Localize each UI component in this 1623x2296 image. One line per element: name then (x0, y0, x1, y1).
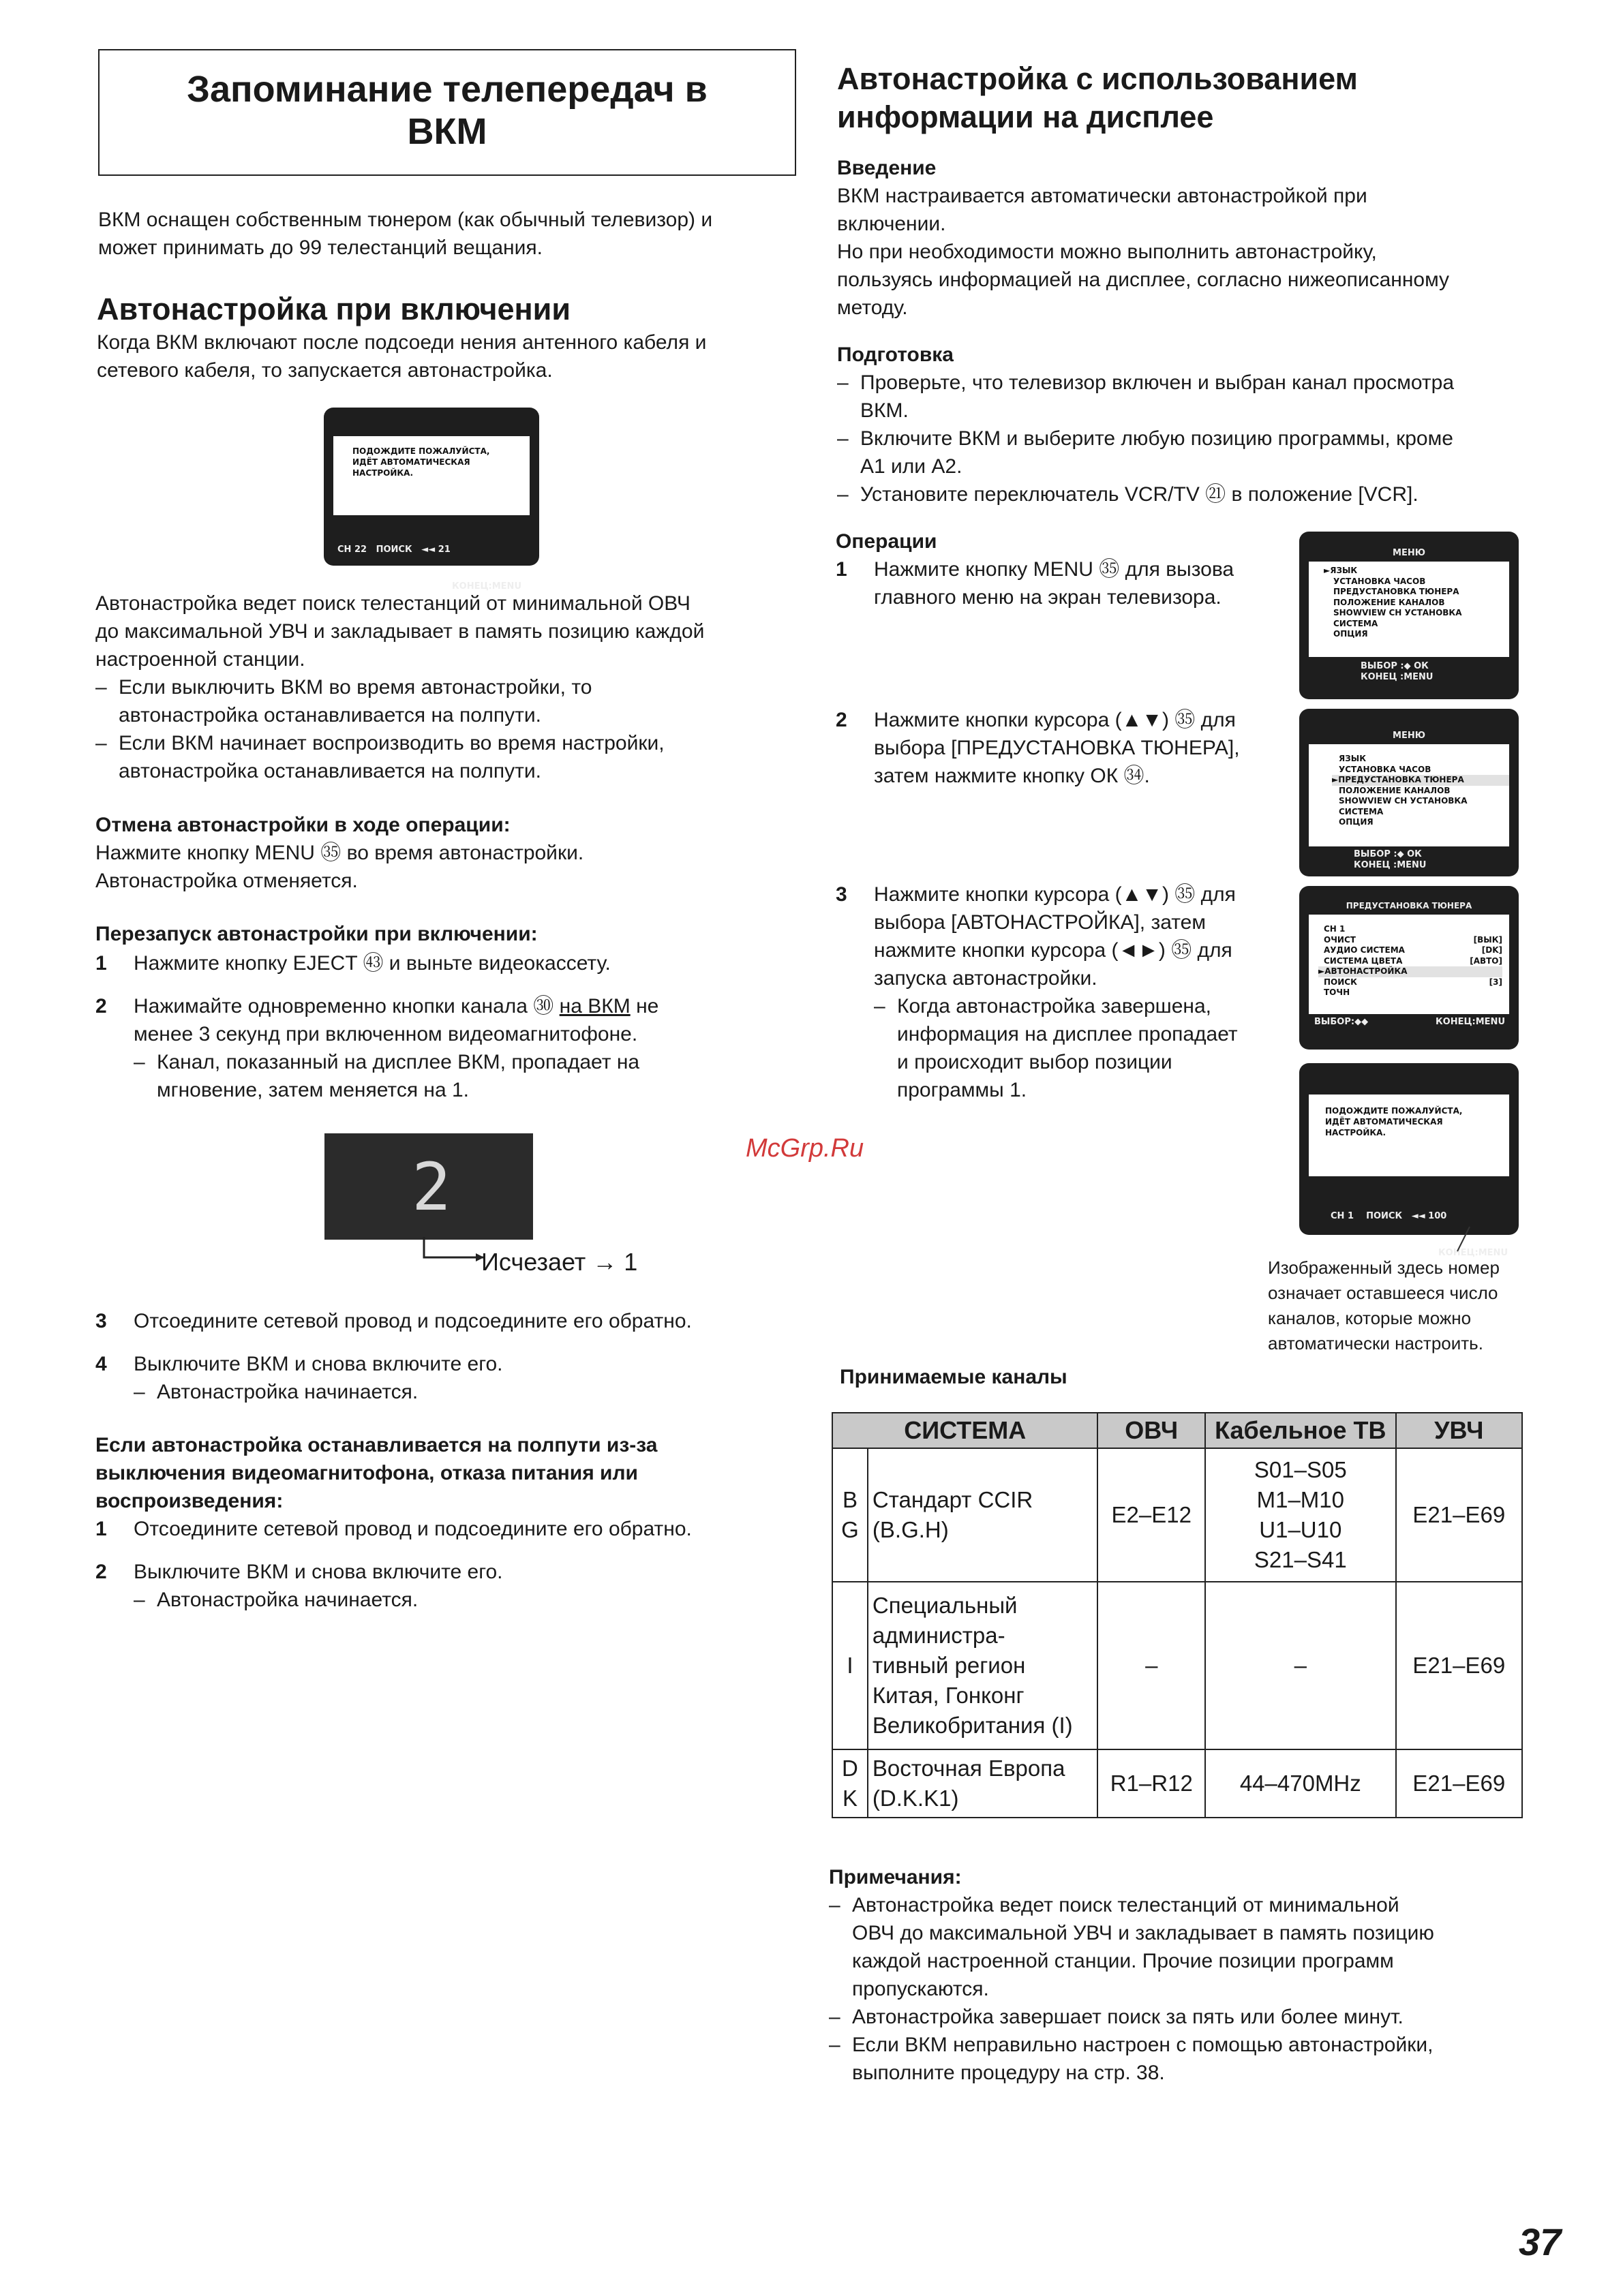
menu-footer-text: ВЫБОР :◆ ОК (1354, 849, 1422, 859)
text-line: Автонастройка завершает поиск за пять или более минут. (852, 2006, 1404, 2028)
callout-line (1452, 1227, 1479, 1254)
bullet-item: – Автонастройка завершает поиск за пять или более минут. (829, 2003, 1538, 2031)
menu-item: УСТАНОВКА ЧАСОВ (1339, 764, 1431, 774)
cable-range (1205, 1448, 1396, 1582)
menu-footer-text: ВЫБОР :◆ ОК (1361, 661, 1429, 671)
cell-text: B (842, 1487, 858, 1512)
screen-status-text: CH 22 ПОИСК ◄◄ 21 (337, 545, 451, 555)
prep-heading: Подготовка (837, 343, 954, 366)
cell-text: D (842, 1756, 858, 1781)
text-line: Установите переключатель VCR/TV ㉑ в положение [VCR]. (860, 483, 1419, 506)
screen-end-text: КОНЕЦ:MENU (1438, 1248, 1508, 1258)
text-span: Нажимайте одновременно кнопки канала ㉚ (134, 995, 554, 1017)
cell-text: Специальный (872, 1593, 1018, 1618)
tv-screen-autotune (324, 408, 539, 592)
uhf-range: E21–E69 (1396, 1582, 1522, 1749)
text-line: Нажмите кнопку MENU ㉟ для вызова (874, 558, 1234, 581)
bullet-item: – Если ВКМ неправильно настроен с помощью автонастройки, выполните процедуру на стр. 38. (829, 2031, 1538, 2087)
screen-message-window (333, 436, 530, 515)
text-line: методу. (837, 296, 908, 319)
text-line: до максимальной УВЧ и закладывает в память позицию каждой (95, 620, 705, 643)
cell-text: (B.G.H) (872, 1517, 949, 1542)
screen-text: ИДЁТ АВТОМАТИЧЕСКАЯ (1325, 1117, 1443, 1127)
cancel-section (95, 811, 818, 895)
uhf-range: E21–E69 (1396, 1448, 1522, 1582)
text-line: Нажмите кнопки курсора (▲▼) ㉟ для (874, 883, 1236, 906)
screen-text: НАСТРОЙКА. (352, 468, 414, 478)
menu-item: SHOWVIEW CH УСТАНОВКА (1339, 796, 1468, 806)
uhf-range: E21–E69 (1396, 1749, 1522, 1818)
text-line: Канал, показанный на дисплее ВКМ, пропадает на (157, 1051, 640, 1073)
menu-title-bar: ПРЕДУСТАНОВКА ТЮНЕРА (1346, 901, 1472, 910)
screen-message-window (1309, 1095, 1509, 1176)
text-line: каналов, которые можно (1268, 1308, 1472, 1328)
text-line: ВКМ. (860, 399, 909, 422)
underlined-text: на ВКМ (559, 995, 631, 1017)
cable-range: – (1205, 1582, 1396, 1749)
menu-item: СИСТЕМА ЦВЕТА (1324, 955, 1403, 966)
menu-window (1309, 562, 1509, 657)
title-box (98, 49, 796, 176)
text-line: Включите ВКМ и выберите любую позицию программы, кроме (860, 427, 1453, 450)
menu-title-bar: МЕНЮ (1393, 548, 1425, 558)
text-line: Проверьте, что телевизор включен и выбран канал просмотра (860, 371, 1455, 394)
ops-heading: Операции (836, 530, 937, 553)
intro-heading: Введение (837, 157, 937, 179)
system-name (868, 1582, 1098, 1749)
menu-item: ПОЛОЖЕНИЕ КАНАЛОВ (1339, 785, 1451, 795)
list-item (95, 1307, 818, 1335)
menu-item: ►ПРЕДУСТАНОВКА ТЮНЕРА (1332, 775, 1509, 786)
bullet-item: – Автонастройка ведет поиск телестанций от минимальной ОВЧ до максимальной УВЧ и закладывает в память позицию каждой настроенной станции. Прочие позиции программ пропускаются. (829, 1891, 1538, 2003)
menu-row (1324, 977, 1502, 988)
text-line: каждой настроенной станции. Прочие позиции программ (852, 1950, 1394, 1972)
halt-section (95, 1431, 825, 1614)
menu-footer-text: ВЫБОР:◆◆ (1314, 1017, 1369, 1027)
text-line: Отсоедините сетевой провод и подсоедините его обратно. (134, 1310, 692, 1332)
step-number: 2 (836, 709, 847, 731)
menu-item: ТОЧН (1324, 988, 1350, 997)
cell-text: администра- (872, 1623, 1005, 1648)
text-line: включении. (837, 213, 946, 235)
text-line: автонастройка останавливается на полпути. (119, 760, 541, 782)
menu-item: ОПЦИЯ (1339, 817, 1374, 827)
disappears-label: Исчезает → 1 (481, 1248, 638, 1276)
screen-text: ПОДОЖДИТЕ ПОЖАЛУЙСТА, (352, 446, 490, 456)
menu-item: SHOWVIEW CH УСТАНОВКА (1333, 608, 1462, 617)
screen-caption (1268, 1255, 1554, 1356)
cell-text: K (842, 1786, 858, 1811)
text-line: главного меню на экран телевизора. (874, 586, 1222, 609)
halt-heading: Если автонастройка останавливается на полпути из-за (95, 1434, 658, 1456)
list-item (836, 881, 1299, 1104)
right-title (837, 60, 1358, 136)
menu-item: CH 1 (1324, 924, 1346, 934)
restart-section (95, 920, 818, 1104)
bullet-item: – Автонастройка начинается. (134, 1586, 825, 1614)
menu-row (1324, 924, 1502, 935)
restart-heading: Перезапуск автонастройки при включении: (95, 923, 538, 945)
bullet-item: – Когда автонастройка завершена, информация на дисплее пропадает и происходит выбор позиции программы 1. (874, 992, 1299, 1104)
text-line: ОВЧ до максимальной УВЧ и закладывает в память позицию (852, 1922, 1434, 1944)
power-on-heading: Автонастройка при включении (97, 292, 571, 326)
watermark-text: McGrp.Ru (746, 1134, 864, 1163)
text-line: Автонастройка начинается. (157, 1381, 419, 1403)
bullet-item: – Если ВКМ начинает воспроизводить во время настройки, автонастройка останавливается на полпути. (95, 729, 818, 785)
text-line: выбора [ПРЕДУСТАНОВКА ТЮНЕРА], (874, 737, 1240, 759)
system-code (832, 1448, 868, 1582)
step-number: 1 (836, 558, 847, 581)
menu-title-bar: МЕНЮ (1393, 731, 1425, 741)
menu-item: ПОИСК (1324, 977, 1357, 987)
text-line: А1 или А2. (860, 455, 962, 478)
text-line: Выключите ВКМ и снова включите его. (134, 1561, 503, 1583)
menu-item: ОПЦИЯ (1333, 629, 1368, 639)
menu-footer (1314, 1017, 1505, 1028)
steps-continued (95, 1307, 818, 1406)
text-line: затем нажмите кнопку ОК ㉞. (874, 765, 1150, 787)
intro-section (837, 154, 1539, 322)
menu-window (1309, 744, 1509, 846)
text-line: автонастройка останавливается на полпути. (119, 704, 541, 726)
list-item (836, 555, 1299, 611)
text-line (134, 992, 818, 1020)
text-line: менее 3 секунд при включенном видеомагнитофоне. (134, 1023, 638, 1045)
notes-heading: Примечания: (829, 1866, 962, 1888)
text-line: Автонастройка ведет поиск телестанций от минимальной ОВЧ (95, 592, 691, 615)
halt-heading: воспроизведения: (95, 1490, 284, 1512)
step-number: 3 (836, 883, 847, 906)
menu-item: СИСТЕМА (1339, 806, 1384, 816)
intro-paragraph (98, 206, 807, 262)
text-line: информация на дисплее пропадает (897, 1023, 1238, 1045)
screen-text: НАСТРОЙКА. (1325, 1128, 1386, 1137)
cell-text: (D.K.K1) (872, 1786, 959, 1811)
step-number: 3 (95, 1310, 107, 1332)
list-item (95, 949, 818, 977)
step-number: 4 (95, 1353, 107, 1375)
text-line: Выключите ВКМ и снова включите его. (134, 1353, 503, 1375)
right-title-line: Автонастройка с использованием (837, 61, 1358, 96)
header-vhf: ОВЧ (1097, 1413, 1205, 1448)
bullet-item: – Канал, показанный на дисплее ВКМ, пропадает на мгновение, затем меняется на 1. (134, 1048, 818, 1104)
menu-item: АУДИО СИСТЕМА (1324, 945, 1405, 955)
step-number: 2 (95, 1561, 107, 1583)
channels-heading: Принимаемые каналы (840, 1366, 1067, 1388)
text-line: Но при необходимости можно выполнить автонастройку, (837, 241, 1377, 263)
text-line: запуска автонастройки. (874, 967, 1097, 990)
bullet-item: – Проверьте, что телевизор включен и выбран канал просмотра ВКМ. (837, 369, 1546, 425)
text-line: пользуясь информацией на дисплее, согласно нижеописанному (837, 269, 1450, 291)
menu-item: СИСТЕМА (1333, 618, 1378, 628)
prep-section (837, 341, 1546, 508)
arrow-line (416, 1237, 491, 1264)
list-item (95, 1558, 825, 1614)
system-name (868, 1448, 1098, 1582)
tv-screen-autotune-menu (1299, 886, 1519, 1050)
cell-text: Китая, Гонконг (872, 1683, 1025, 1708)
text-line: настроенной станции. (95, 648, 305, 671)
screen-text: ИДЁТ АВТОМАТИЧЕСКАЯ (352, 457, 470, 467)
power-on-paragraph (97, 328, 813, 384)
text-line: Автонастройка начинается. (157, 1589, 419, 1611)
cell-text: M1–M10 (1256, 1487, 1344, 1512)
halt-heading: выключения видеомагнитофона, отказа питания или (95, 1462, 638, 1484)
search-paragraph (95, 590, 818, 785)
text-line: нажмите кнопки курсора (◄►) ㉟ для (874, 939, 1232, 962)
menu-item: ►АВТОНАСТРОЙКА (1318, 966, 1408, 976)
screen-status-text: CH 1 ПОИСК ◄◄ 100 (1331, 1211, 1447, 1221)
list-item (836, 706, 1299, 790)
operation-step-2 (836, 706, 1299, 790)
system-name (868, 1749, 1098, 1818)
menu-footer (1354, 849, 1426, 871)
header-cable: Кабельное ТВ (1205, 1413, 1396, 1448)
text-line: Нажмите кнопку MENU ㉟ во время автонастройки. (95, 842, 584, 864)
page-number: 37 (1519, 2220, 1562, 2263)
menu-item: ЯЗЫК (1339, 754, 1367, 763)
vhf-range: R1–R12 (1097, 1749, 1205, 1818)
text-line: Если ВКМ неправильно настроен с помощью автонастройки, (852, 2034, 1434, 2056)
cell-text: S01–S05 (1254, 1457, 1347, 1482)
cell-text: S21–S41 (1254, 1547, 1347, 1572)
vhf-range: E2–E12 (1097, 1448, 1205, 1582)
menu-item: ОЧИСТ (1324, 934, 1356, 945)
text-line: Нажмите кнопки курсора (▲▼) ㉟ для (874, 709, 1236, 731)
cell-text: Великобритания (I) (872, 1713, 1073, 1738)
list-item (95, 1350, 818, 1406)
cell-text: Стандарт CCIR (872, 1487, 1033, 1512)
menu-value: [ВЫК] (1473, 934, 1502, 945)
bullet-item: – Включите ВКМ и выберите любую позицию программы, кроме А1 или А2. (837, 425, 1546, 480)
screen-text: ПОДОЖДИТЕ ПОЖАЛУЙСТА, (1325, 1106, 1463, 1116)
menu-value: [АВТО] (1470, 955, 1502, 966)
menu-footer (1361, 661, 1433, 683)
text-line: Отсоедините сетевой провод и подсоедините его обратно. (134, 1518, 692, 1540)
tv-screen-main-menu (1299, 532, 1519, 699)
cancel-heading: Отмена автонастройки в ходе операции: (95, 814, 511, 836)
menu-item: ►ЯЗЫК (1324, 566, 1358, 575)
bullet-item: – Если выключить ВКМ во время автонастройки, то автонастройка останавливается на полпути. (95, 673, 818, 729)
vcr-display (324, 1133, 533, 1240)
bullet-item: – Установите переключатель VCR/TV ㉑ в положение [VCR]. (837, 480, 1546, 508)
step-number: 1 (95, 952, 107, 975)
text-line: мгновение, затем меняется на 1. (157, 1079, 470, 1101)
menu-item: ПОЛОЖЕНИЕ КАНАЛОВ (1333, 597, 1445, 607)
list-item (95, 992, 818, 1104)
menu-footer-text: КОНЕЦ:MENU (1436, 1017, 1505, 1027)
notes-section (829, 1863, 1538, 2087)
menu-window (1309, 915, 1509, 1014)
menu-value: [3] (1489, 977, 1502, 987)
text-line: автоматически настроить. (1268, 1333, 1483, 1353)
menu-value: [DK] (1481, 945, 1502, 955)
tv-screen-autotune-progress (1299, 1063, 1519, 1258)
text-span: не (636, 995, 659, 1017)
operations-section (836, 527, 1299, 611)
menu-row (1324, 956, 1502, 967)
operation-step-3 (836, 881, 1299, 1104)
text-line: Когда ВКМ включают после подсоеди нения антенного кабеля и (97, 331, 707, 354)
text-line: означает оставшееся число (1268, 1283, 1498, 1303)
table-row (832, 1448, 1522, 1582)
channels-table (832, 1412, 1523, 1818)
right-title-line: информации на дисплее (837, 100, 1214, 134)
page-title-line1: Запоминание телепередач в (187, 69, 708, 110)
text-line: Когда автонастройка завершена, (897, 995, 1212, 1017)
cell-text: G (841, 1517, 859, 1542)
table-row (832, 1582, 1522, 1749)
text-line: может принимать до 99 телестанций вещания. (98, 236, 543, 259)
text-line: Автонастройка ведет поиск телестанций от минимальной (852, 1894, 1399, 1916)
text-line: пропускаются. (852, 1978, 989, 2000)
text-line: программы 1. (897, 1079, 1027, 1101)
menu-footer-text: КОНЕЦ :MENU (1361, 672, 1434, 682)
bullet-item: – Автонастройка начинается. (134, 1378, 818, 1406)
vhf-range: – (1097, 1582, 1205, 1749)
cell-text: Восточная Европа (872, 1756, 1065, 1781)
text-line: ВКМ оснащен собственным тюнером (как обычный телевизор) и (98, 209, 713, 231)
list-item (95, 1515, 825, 1543)
text-line: Если выключить ВКМ во время автонастройки, то (119, 676, 592, 699)
menu-row (1318, 966, 1502, 977)
cable-range: 44–470MHz (1205, 1749, 1396, 1818)
menu-row (1324, 945, 1502, 956)
text-line: Нажмите кнопку EJECT ㊸ и выньте видеокассету. (134, 952, 611, 975)
menu-row (1324, 935, 1502, 946)
header-system: СИСТЕМА (832, 1413, 1097, 1448)
text-line: выполните процедуру на стр. 38. (852, 2062, 1165, 2084)
system-code: I (832, 1582, 868, 1749)
step-number: 1 (95, 1518, 107, 1540)
table-row (832, 1749, 1522, 1818)
page-title-line2: ВКМ (407, 111, 487, 152)
text-line: Если ВКМ начинает воспроизводить во время настройки, (119, 732, 665, 754)
menu-item: УСТАНОВКА ЧАСОВ (1333, 576, 1426, 586)
cell-text: тивный регион (872, 1653, 1026, 1678)
table-header-row (832, 1413, 1522, 1448)
display-digit: 2 (412, 1149, 451, 1225)
screen-end-text: КОНЕЦ:MENU (452, 581, 521, 592)
text-line: сетевого кабеля, то запускается автонастройка. (97, 359, 553, 382)
system-code (832, 1749, 868, 1818)
tv-screen-tuner-menu (1299, 709, 1519, 876)
text-line: Автонастройка отменяется. (95, 870, 358, 892)
menu-item: ПРЕДУСТАНОВКА ТЮНЕРА (1333, 587, 1459, 596)
text-line: и происходит выбор позиции (897, 1051, 1172, 1073)
text-line: выбора [АВТОНАСТРОЙКА], затем (874, 911, 1206, 934)
cell-text: U1–U10 (1259, 1517, 1342, 1542)
step-number: 2 (95, 995, 107, 1017)
menu-row (1324, 988, 1502, 998)
menu-footer-text: КОНЕЦ :MENU (1354, 860, 1427, 870)
text-line: ВКМ настраивается автоматически автонастройкой при (837, 185, 1367, 207)
text-line: Изображенный здесь номер (1268, 1257, 1500, 1278)
header-uhf: УВЧ (1396, 1413, 1522, 1448)
